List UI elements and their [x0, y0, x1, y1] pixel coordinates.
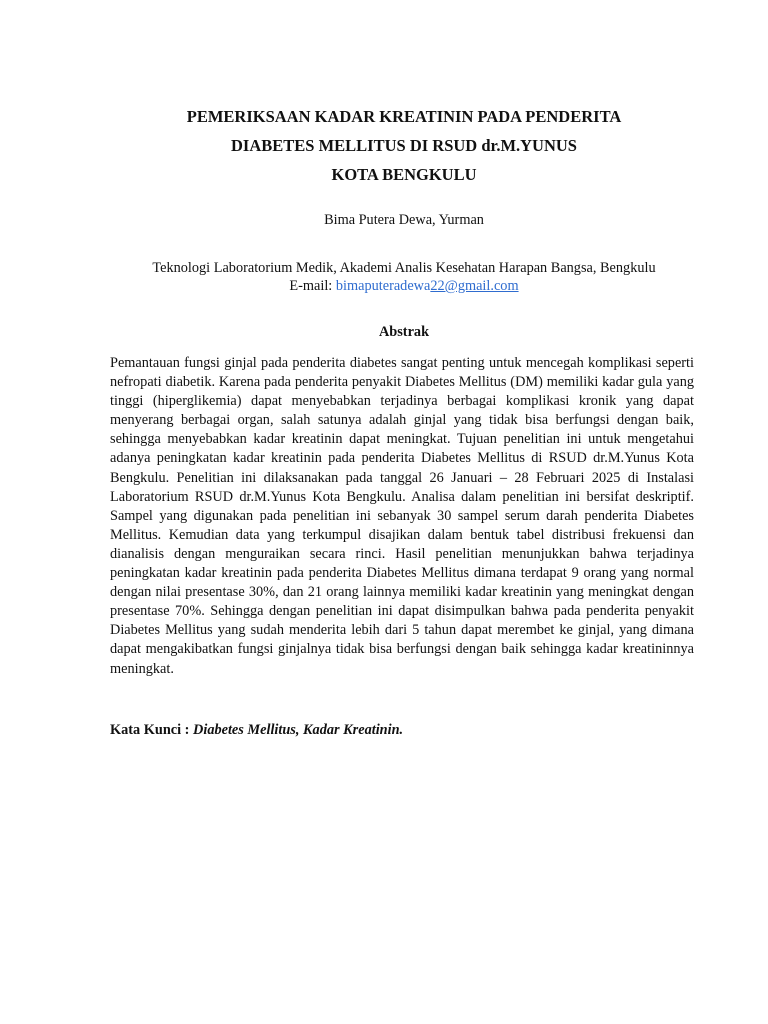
email-link[interactable]: [336, 278, 519, 294]
title-line-3: KOTA BENGKULU: [331, 165, 477, 184]
title-line-2: DIABETES MELLITUS DI RSUD dr.M.YUNUS: [231, 136, 577, 155]
keywords-values: Diabetes Mellitus, Kadar Kreatinin.: [193, 722, 404, 738]
title-line-1: PEMERIKSAAN KADAR KREATININ PADA PENDERITA: [186, 107, 622, 126]
email-link-part2[interactable]: 22@gmail.com: [430, 278, 519, 294]
authors: Bima Putera Dewa, Yurman: [324, 212, 484, 228]
abstract-heading: Abstrak: [378, 324, 430, 340]
email-link-part1[interactable]: bimaputeradewa: [335, 278, 431, 294]
abstract-text: Pemantauan fungsi ginjal pada penderita diabetes sangat penting untuk mencegah komplikasi seperti nefropati diabetik. Karena pada penderita penyakit Diabetes Mellitus (DM) memiliki kadar gula yang tinggi (hiperglikemia) dapat menyebabkan terjadinya berbagai komplikasi kronik yang dapat menyerang berbagai organ, salah satunya adalah ginjal yang tidak bisa berfungsi dengan baik, sehingga menyebabkan kadar kreatinin dapat meningkat. Tujuan penelitian ini untuk mengetahui adanya peningkatan kadar kreatinin pada penderita Diabetes Mellitus di RSUD dr.M.Yunus Kota Bengkulu. Penelitian ini dilaksanakan pada tanggal 26 Januari – 28 Februari 2025 di Instalasi Laboratorium RSUD dr.M.Yunus Kota Bengkulu. Analisa dalam penelitian ini bersifat deskriptif. Sampel yang digunakan pada penelitian ini sebanyak 30 sampel serum darah penderita Diabetes Mellitus. Kemudian data yang terkumpul disajikan dalam bentuk tabel distribusi frekuensi dan dianalisis dengan menguraikan secara rinci. Hasil penelitian menunjukkan bahwa terjadinya peningkatan kadar kreatinin pada penderita Diabetes Mellitus dimana terdapat 9 orang yang normal dengan nilai presentase 30%, dan 21 orang lainnya memiliki kadar kreatinin yang meningkat dengan presentase 70%. Sehingga dengan penelitian ini dapat disimpulkan bahwa pada penderita penyakit Diabetes Mellitus yang sudah menderita lebih dari 5 tahun dapat merembet ke ginjal, yang dimana dapat mengakibatkan fungsi ginjalnya tidak bisa berfungsi dengan baik sehingga kadar kreatininnya meningkat.: [110, 355, 694, 677]
affiliation-block: [60, 259, 748, 295]
email-line: [60, 277, 748, 295]
email-label: E-mail:: [289, 278, 333, 294]
paper-title: [60, 102, 748, 189]
keywords: [110, 721, 694, 739]
affiliation: Teknologi Laboratorium Medik, Akademi Analis Kesehatan Harapan Bangsa, Bengkulu: [152, 260, 656, 276]
keywords-label: Kata Kunci :: [110, 722, 190, 738]
